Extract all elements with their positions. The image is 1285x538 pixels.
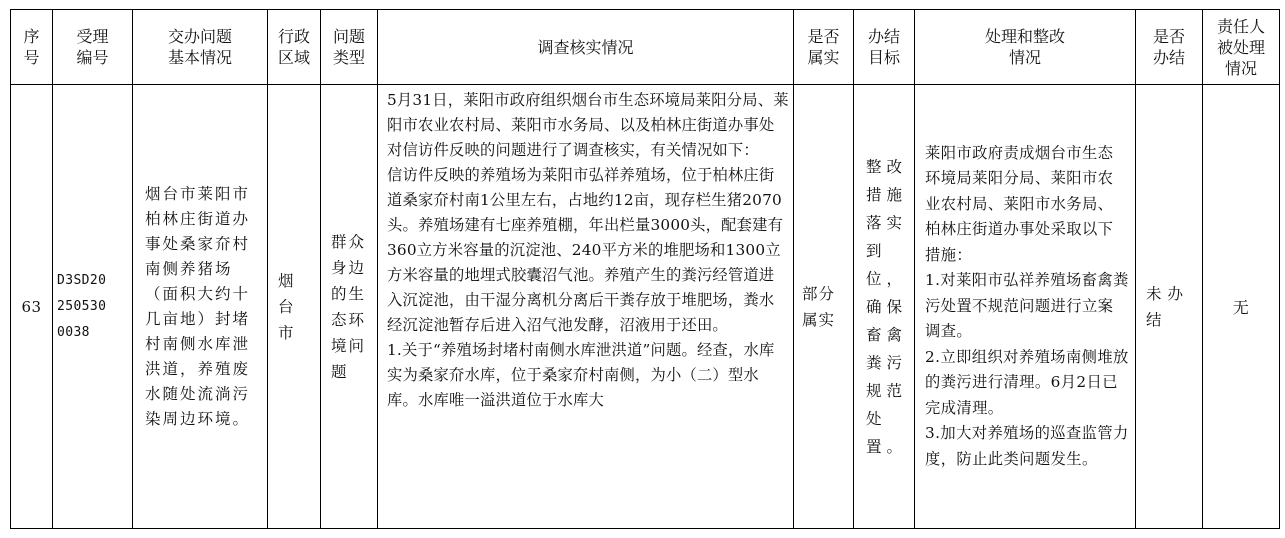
handling-text: 莱阳市政府责成烟台市生态环境局莱阳分局、莱阳市农业农村局、莱阳市水务局、柏林庄街道办事处采取以下措施： 1.对莱阳市弘祥养殖场畜禽粪污处置不规范问题进行立案调查。 2.立即组织对养殖场南侧堆放的粪污进行清理。6月2日已完成清理。 3.加大对养殖场的巡查监管力度，防止此类问题发生。 (925, 143, 1129, 468)
cell-seq (11, 85, 53, 529)
cell-factual (794, 85, 854, 529)
case-id-value: D3SD20 250530 0038 (57, 272, 107, 340)
investigation-text: 5月31日，莱阳市政府组织烟台市生态环境局莱阳分局、莱阳市农业农村局、莱阳市水务局、以及柏林庄街道办事处对信访件反映的问题进行了调查核实，有关情况如下： 信访件反映的养殖场为莱阳市弘祥养殖场，位于柏林庄街道桑家夼村南1公里左右，占地约12亩，现存栏生猪2070头。养殖场建有七座养殖棚，年出栏量3000头，配套建有360立方米容量的沉淀池、240平方米的堆肥场和1300立方米容量的地埋式胶囊沼气池。养殖产生的粪污经管道进入沉淀池，由干湿分离机分离后干粪存放于堆肥场，粪水经沉淀池暂存后进入沼气池发酵，沼液用于还田。 1.关于“养殖场封堵村南侧水库泄洪道”问题。经查，水库实为桑家夼水库，位于桑家夼村南侧，为小（二）型水库。水库唯一溢洪道位于水库大 (387, 91, 789, 409)
header-region: 行政 区域 (268, 10, 321, 85)
case-description: 烟台市莱阳市柏林庄街道办事处桑家夼村南侧养猪场（面积大约十几亩地）封堵村南侧水库泄洪道，养殖废水随处流淌污染周边环境。 (145, 184, 251, 428)
header-handling: 处理和整改 情况 (915, 10, 1136, 85)
cell-responsible (1203, 85, 1280, 529)
cell-handling (915, 85, 1136, 529)
header-done: 是否 办结 (1136, 10, 1203, 85)
cell-done (1136, 85, 1203, 529)
header-row (11, 10, 1280, 85)
region-value: 烟台市 (278, 271, 296, 342)
table-row (11, 85, 1280, 529)
header-investigation: 调查核实情况 (378, 10, 794, 85)
cell-type (321, 85, 378, 529)
problem-type-value: 群众身边的生态环境问题 (331, 232, 367, 381)
case-table (10, 9, 1280, 529)
factual-value: 部分属实 (802, 284, 836, 329)
goal-text: 整改措施落实到位，确保畜禽粪污规范处置。 (866, 157, 908, 456)
header-type: 问题 类型 (321, 10, 378, 85)
header-goal: 办结 目标 (854, 10, 915, 85)
cell-investigation (378, 85, 794, 529)
cell-goal (854, 85, 915, 529)
header-factual: 是否 属实 (794, 10, 854, 85)
header-responsible: 责任人 被处理 情况 (1203, 10, 1280, 85)
cell-region (268, 85, 321, 529)
seq-value: 63 (21, 297, 42, 316)
supervision-table-sheet (10, 9, 1279, 528)
header-seq: 序 号 (11, 10, 53, 85)
responsible-value: 无 (1232, 298, 1250, 317)
cell-desc (133, 85, 268, 529)
cell-id (53, 85, 133, 529)
done-status: 未办结 (1146, 284, 1190, 329)
header-id: 受理 编号 (53, 10, 133, 85)
header-desc: 交办问题 基本情况 (133, 10, 268, 85)
